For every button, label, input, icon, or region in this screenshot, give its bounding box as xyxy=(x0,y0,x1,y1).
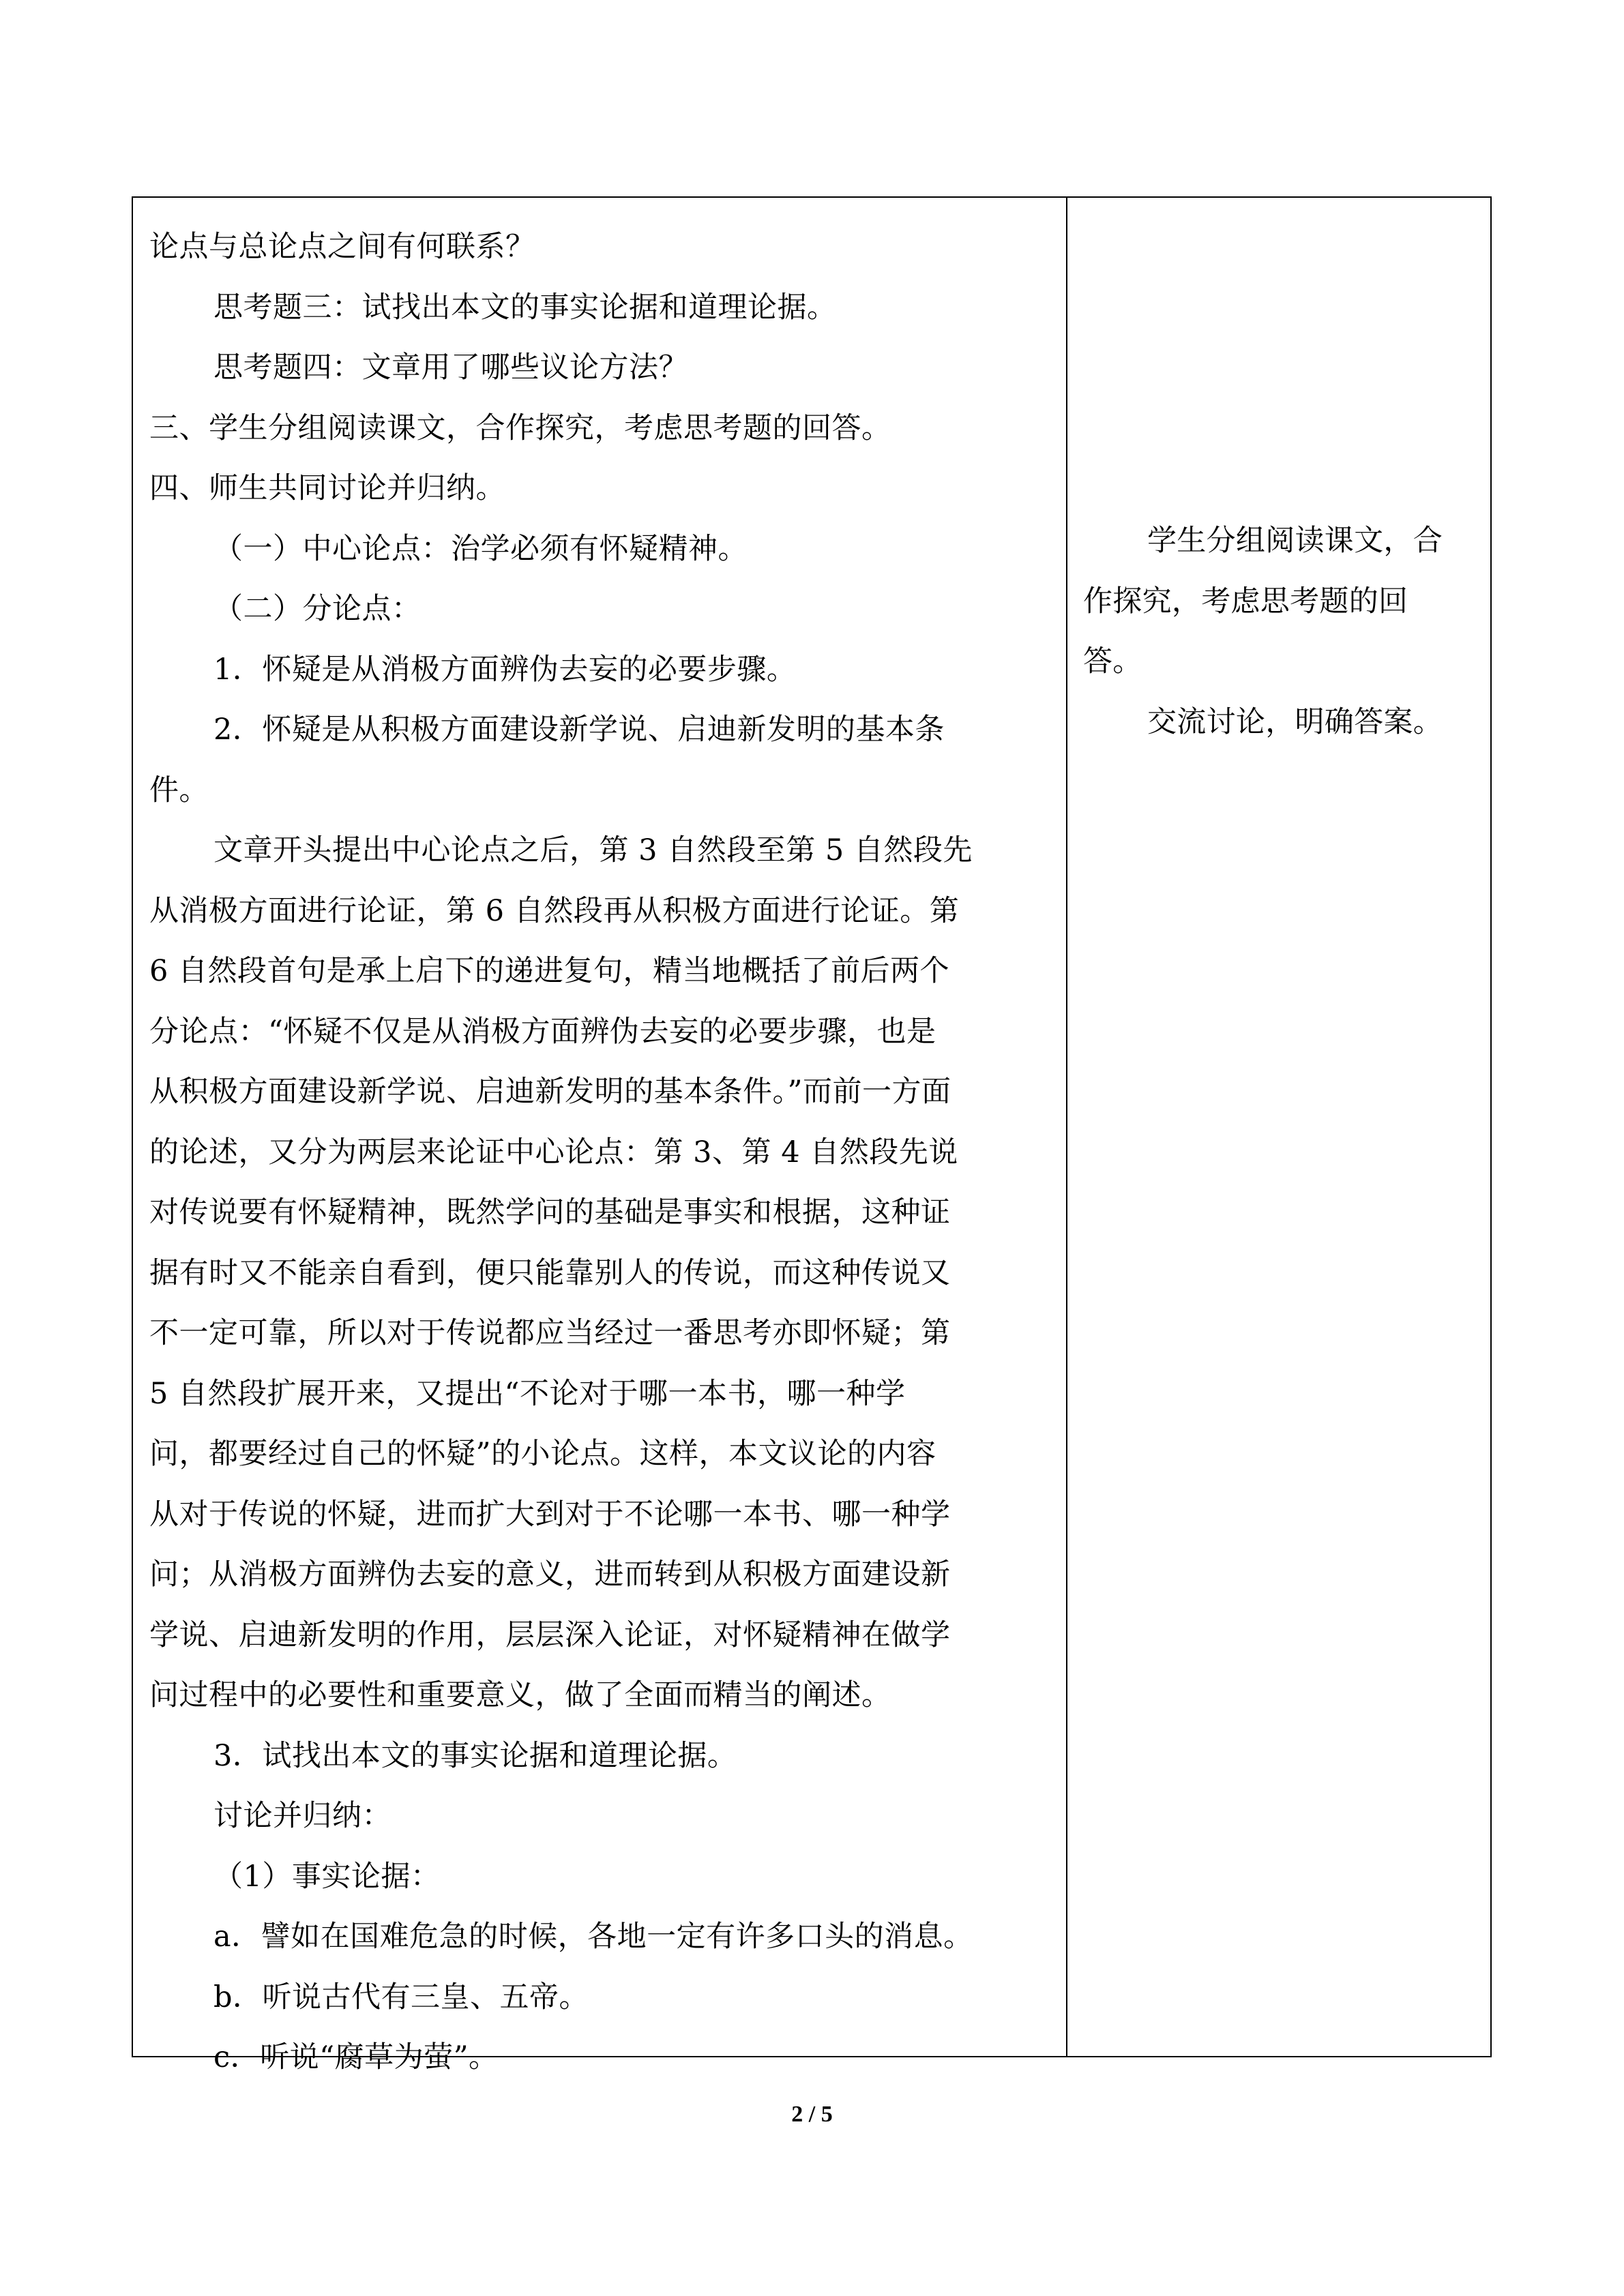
teaching-text-line: b．听说古代有三皇、五帝。 xyxy=(213,1980,589,2014)
teaching-text-line: 思考题三：试找出本文的事实论据和道理论据。 xyxy=(213,290,837,325)
teaching-text-line: 论点与总论点之间有何联系？ xyxy=(149,230,535,264)
teaching-text-line: 据有时又不能亲自看到，便只能靠别人的传说，而这种传说又 xyxy=(149,1255,951,1290)
teaching-text-line: （一）中心论点：治学必须有怀疑精神。 xyxy=(213,531,748,566)
teaching-text-line: 思考题四：文章用了哪些议论方法？ xyxy=(213,351,688,385)
teaching-text-line: （1）事实论据： xyxy=(213,1859,441,1894)
teaching-text-line: 学说、启迪新发明的作用，层层深入论证，对怀疑精神在做学 xyxy=(149,1617,951,1652)
teaching-text-line: 对传说要有怀疑精神，既然学问的基础是事实和根据，这种证 xyxy=(149,1195,951,1229)
teaching-text-line: 1．怀疑是从消极方面辨伪去妄的必要步骤。 xyxy=(213,652,797,687)
teaching-text-line: c．听说“腐草为萤”。 xyxy=(213,2040,499,2074)
teaching-text-line: 讨论并归纳： xyxy=(213,1799,392,1833)
student-activity-text-line: 学生分组阅读课文，合 xyxy=(1147,524,1443,558)
teaching-text-line: 3．试找出本文的事实论据和道理论据。 xyxy=(213,1738,737,1773)
lesson-plan-table xyxy=(132,196,1492,2074)
teaching-text-line: a．譬如在国难危急的时候，各地一定有许多口头的消息。 xyxy=(213,1920,973,1954)
teaching-text-line: 从积极方面建设新学说、启迪新发明的基本条件。”而前一方面 xyxy=(149,1075,951,1109)
teaching-text-line: 不一定可靠，所以对于传说都应当经过一番思考亦即怀疑；第 xyxy=(149,1316,951,1350)
teaching-text-line: 6 自然段首句是承上启下的递进复句，精当地概括了前后两个 xyxy=(149,954,950,988)
teaching-text-line: 问过程中的必要性和重要意义，做了全面而精当的阐述。 xyxy=(149,1678,891,1712)
student-activity-cell xyxy=(1083,511,1482,752)
teaching-text-line: 文章开头提出中心论点之后，第 3 自然段至第 5 自然段先 xyxy=(213,833,973,867)
student-activity-text-line: 交流讨论，明确答案。 xyxy=(1147,704,1443,739)
teaching-text-line: 5 自然段扩展开来，又提出“不论对于哪一本书，哪一种学 xyxy=(149,1376,906,1411)
column-divider xyxy=(1066,198,1067,2056)
teaching-text-line: 三、学生分组阅读课文，合作探究，考虑思考题的回答。 xyxy=(149,411,891,445)
teaching-text-line: 分论点：“怀疑不仅是从消极方面辨伪去妄的必要步骤，也是 xyxy=(149,1014,936,1049)
teaching-text-line: 问；从消极方面辨伪去妄的意义，进而转到从积极方面建设新 xyxy=(149,1557,951,1592)
student-activity-text-line: 作探究，考虑思考题的回 xyxy=(1083,584,1408,618)
page-number: 2 / 5 xyxy=(791,2102,833,2127)
teaching-text-line: 的论述，又分为两层来论证中心论点：第 3、第 4 自然段先说 xyxy=(149,1135,958,1169)
teaching-text-line: 2．怀疑是从积极方面建设新学说、启迪新发明的基本条 xyxy=(213,713,945,747)
teaching-text-line: 从消极方面进行论证，第 6 自然段再从积极方面进行论证。第 xyxy=(149,893,960,928)
teaching-text-line: 问，都要经过自己的怀疑”的小论点。这样，本文议论的内容 xyxy=(149,1437,936,1471)
teaching-content-cell xyxy=(149,217,1053,2088)
teaching-text-line: 四、师生共同讨论并归纳。 xyxy=(149,471,505,505)
student-activity-text-line: 答。 xyxy=(1083,644,1142,679)
teaching-text-line: （二）分论点： xyxy=(213,592,422,626)
teaching-text-line: 件。 xyxy=(149,773,209,807)
teaching-text-line: 从对于传说的怀疑，进而扩大到对于不论哪一本书、哪一种学 xyxy=(149,1497,951,1532)
